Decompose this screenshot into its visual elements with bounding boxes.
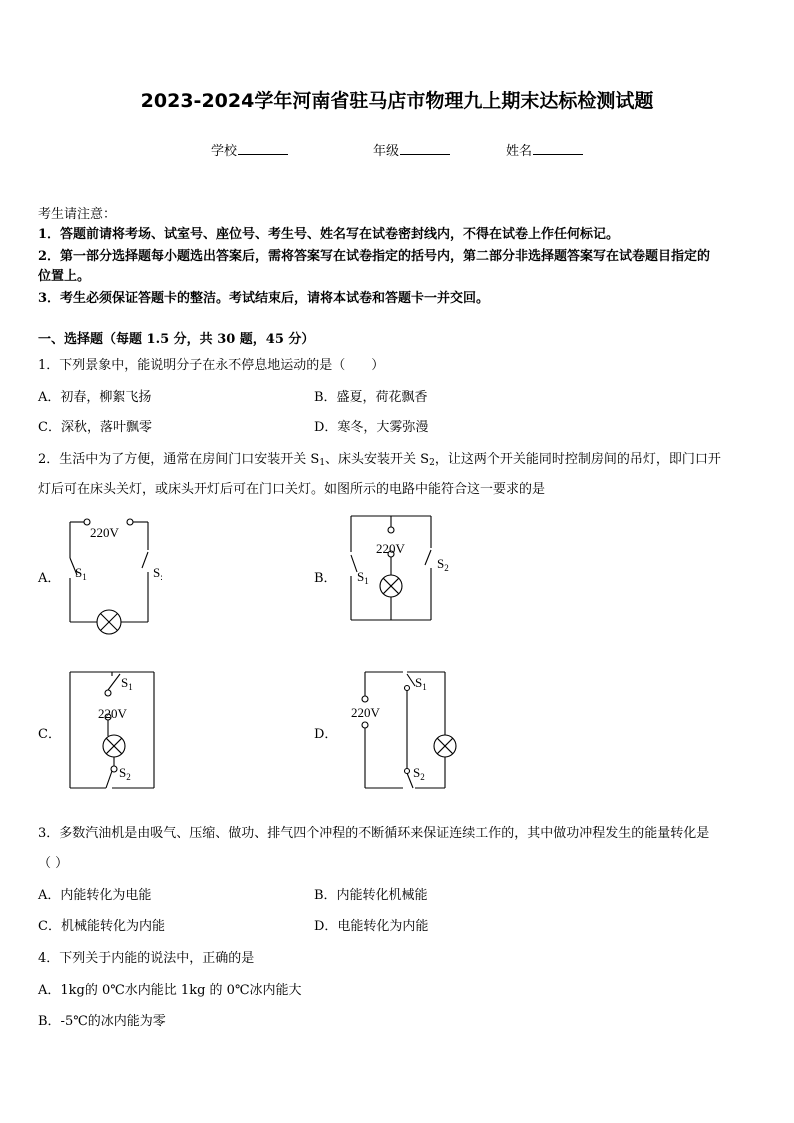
name-field bbox=[506, 140, 583, 159]
q2-option-b-label[interactable]: B． bbox=[314, 571, 337, 586]
circuit-b-diagram bbox=[345, 510, 455, 625]
q3-option-a[interactable]: A．内能转化为电能 bbox=[38, 888, 152, 903]
q3-option-b[interactable]: B．内能转化机械能 bbox=[314, 888, 428, 903]
circuit-d-s2: $S_2$ bbox=[413, 765, 425, 782]
q3-option-d[interactable]: D．电能转化为内能 bbox=[314, 919, 429, 934]
q1-option-b[interactable]: B．盛夏，荷花飘香 bbox=[314, 390, 428, 405]
circuit-c-voltage: 220V bbox=[98, 706, 127, 721]
circuit-d-voltage: 220V bbox=[351, 705, 380, 720]
circuit-d-s1: $S_1$ bbox=[415, 675, 427, 692]
q1-option-c[interactable]: C．深秋，落叶飘零 bbox=[38, 420, 152, 435]
circuit-c-s2: $S_2$ bbox=[119, 765, 131, 782]
school-label: 学校 bbox=[211, 144, 238, 159]
circuit-a-voltage: 220V bbox=[90, 525, 119, 540]
circuit-b-s2: $S_2$ bbox=[437, 556, 449, 573]
school-blank[interactable] bbox=[238, 142, 288, 155]
q4-stem: 4．下列关于内能的说法中，正确的是 bbox=[38, 951, 255, 966]
circuit-a-diagram bbox=[60, 510, 163, 635]
grade-field bbox=[373, 140, 450, 159]
notice-heading: 考生请注意： bbox=[38, 207, 117, 222]
q2-stem-part3: ，让这两个开关能同时控制房间的吊灯，即门口开 bbox=[434, 452, 721, 467]
q2-option-d-label[interactable]: D． bbox=[314, 727, 338, 742]
circuit-b-voltage: 220V bbox=[376, 541, 405, 556]
q3-stem-line1: 3．多数汽油机是由吸气、压缩、做功、排气四个冲程的不断循环来保证连续工作的，其中做功冲程发生的能量转化是 bbox=[38, 826, 710, 841]
q1-stem: 1．下列景象中，能说明分子在永不停息地运动的是（ ） bbox=[38, 358, 385, 373]
notice-item-1: 1．答题前请将考场、试室号、座位号、考生号、姓名写在试卷密封线内，不得在试卷上作任何标记。 bbox=[38, 227, 620, 242]
circuit-b-s1: $S_1$ bbox=[357, 569, 369, 586]
circuit-a-s2: $S_:$ bbox=[153, 565, 163, 582]
q3-option-c[interactable]: C．机械能转化为内能 bbox=[38, 919, 165, 934]
q2-stem-part1: 2．生活中为了方便，通常在房间门口安装开关 S bbox=[38, 452, 320, 467]
q2-stem-part2: 、床头安装开关 S bbox=[325, 452, 430, 467]
q2-option-c-label[interactable]: C． bbox=[38, 727, 61, 742]
q2-stem-line2: 灯后可在床头关灯，或床头开灯后可在门口关灯。如图所示的电路中能符合这一要求的是 bbox=[38, 482, 546, 497]
name-label: 姓名 bbox=[506, 144, 533, 159]
circuit-d-diagram bbox=[345, 666, 465, 796]
q1-option-a[interactable]: A．初春，柳絮飞扬 bbox=[38, 390, 152, 405]
notice-item-2-cont: 位置上。 bbox=[38, 269, 91, 284]
q2-stem-line1 bbox=[38, 448, 721, 468]
name-blank[interactable] bbox=[533, 142, 583, 155]
q3-stem-line2: （ ） bbox=[38, 856, 69, 871]
q2-sub2: 2 bbox=[429, 458, 435, 468]
q4-option-b[interactable]: B．-5℃的冰内能为零 bbox=[38, 1014, 166, 1029]
q2-option-a-label[interactable]: A． bbox=[38, 571, 61, 586]
page-title: 2023-2024学年河南省驻马店市物理九上期末达标检测试题 bbox=[140, 90, 654, 112]
q4-option-a[interactable]: A．1kg的 0℃水内能比 1kg 的 0℃冰内能大 bbox=[38, 983, 302, 998]
notice-item-3: 3．考生必须保证答题卡的整洁。考试结束后，请将本试卷和答题卡一并交回。 bbox=[38, 291, 490, 306]
grade-label: 年级 bbox=[373, 144, 400, 159]
grade-blank[interactable] bbox=[400, 142, 450, 155]
section-heading: 一、选择题（每题 1.5 分，共 30 题，45 分） bbox=[38, 332, 315, 347]
circuit-c-s1: $S_1$ bbox=[121, 675, 133, 692]
circuit-c-diagram bbox=[66, 666, 176, 796]
notice-item-2: 2．第一部分选择题每小题选出答案后，需将答案写在试卷指定的括号内，第二部分非选择题答案写在试卷题目指定的 bbox=[38, 249, 711, 264]
q1-option-d[interactable]: D．寒冬，大雾弥漫 bbox=[314, 420, 429, 435]
circuit-a-s1: $S_1$ bbox=[75, 565, 87, 582]
school-field bbox=[211, 140, 288, 159]
q2-sub1: 1 bbox=[319, 458, 326, 468]
